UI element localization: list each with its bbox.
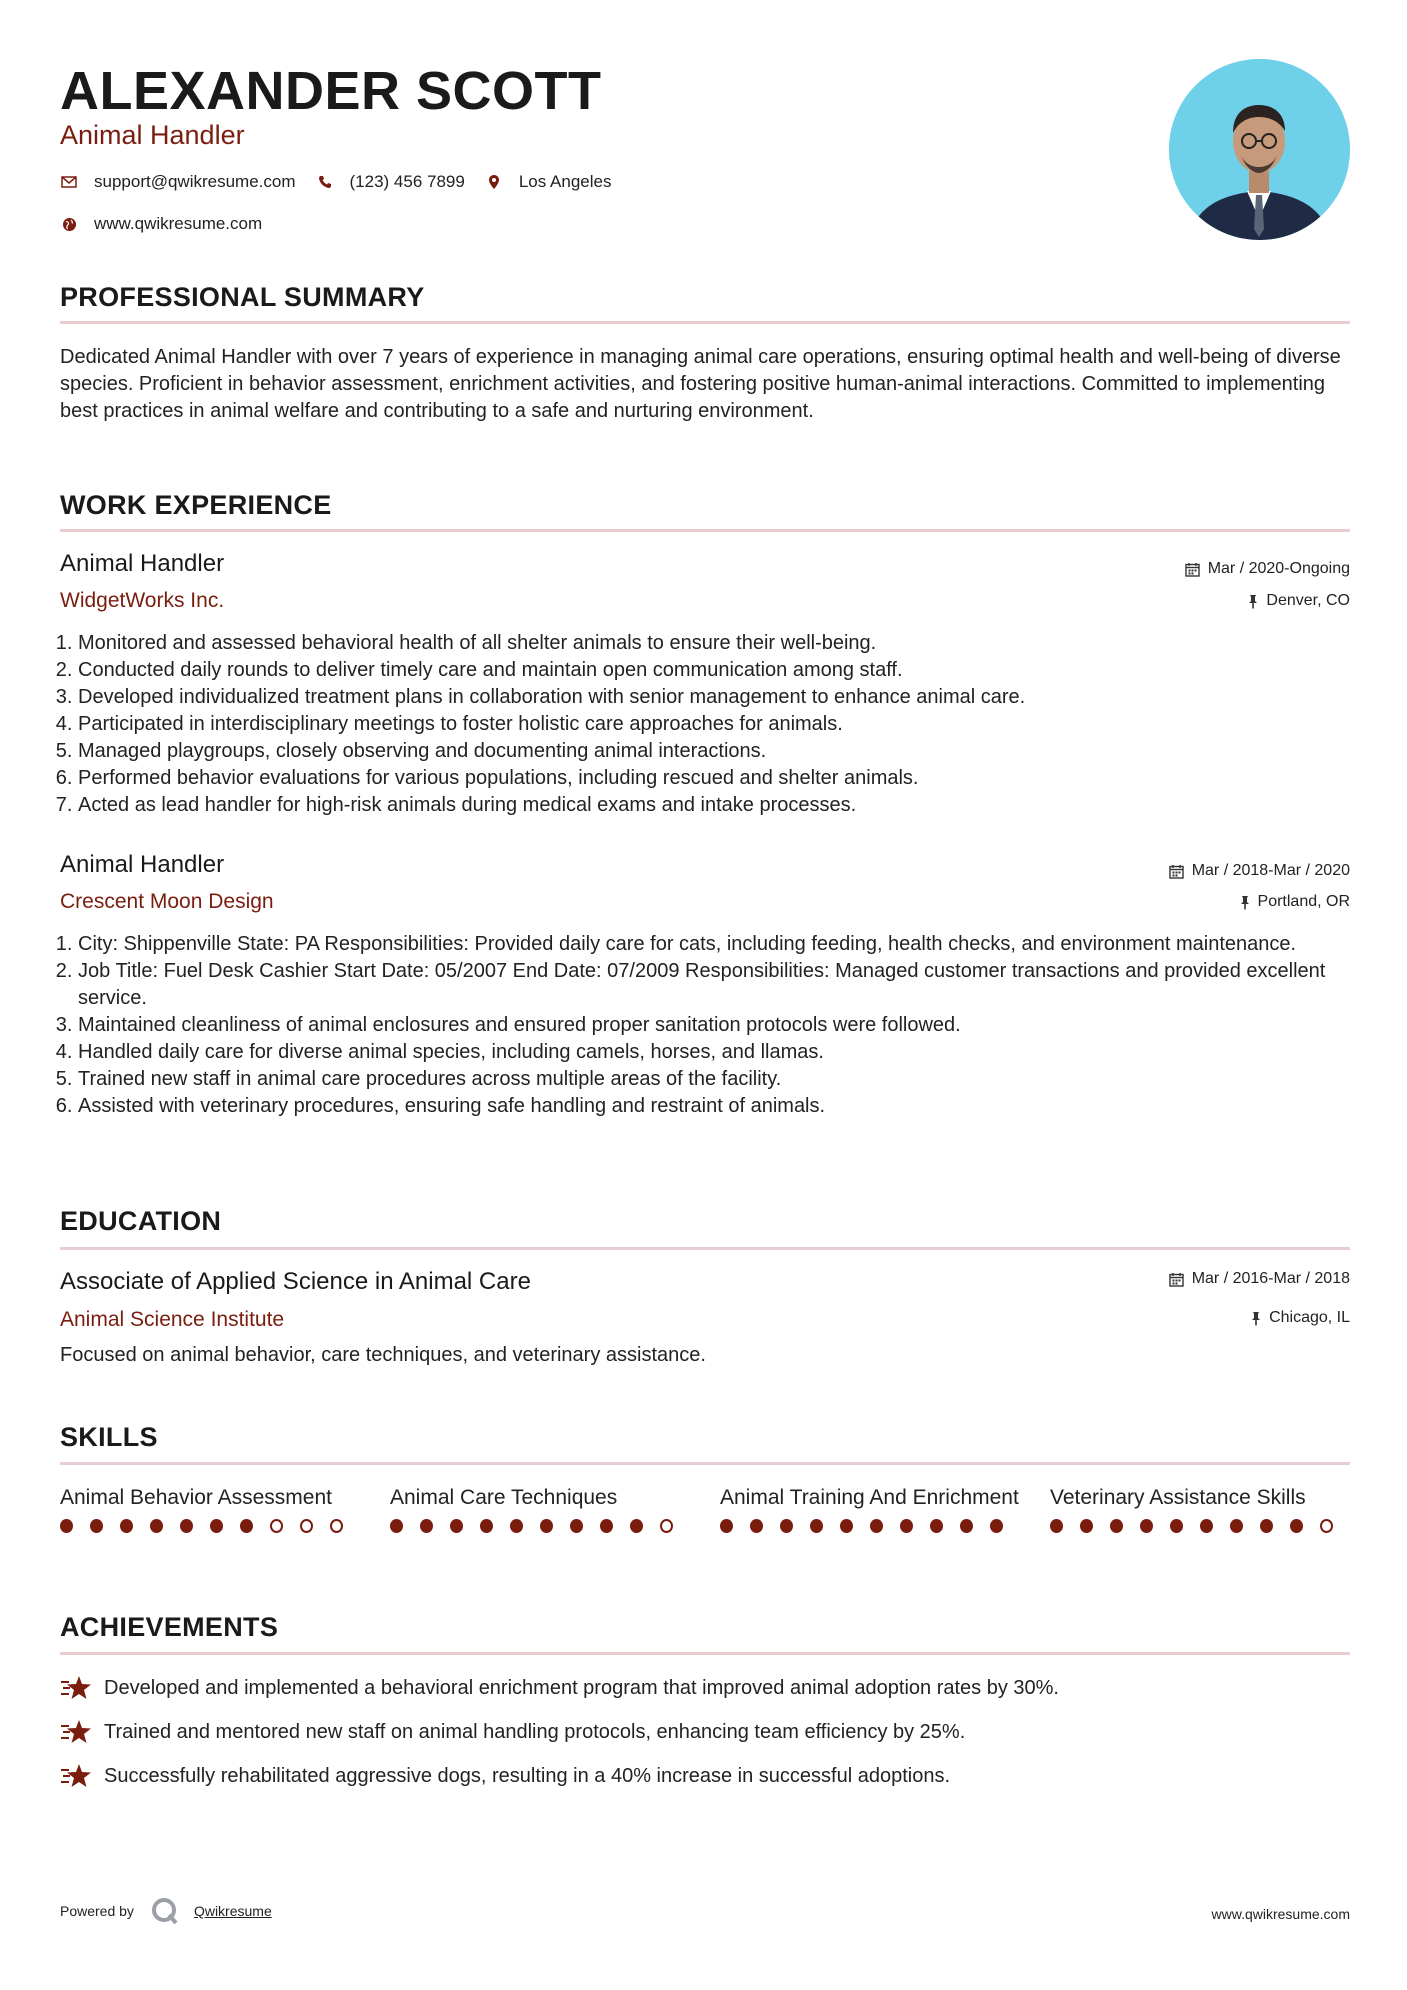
rating-dot-filled bbox=[780, 1519, 793, 1533]
email-text: support@qwikresume.com bbox=[94, 172, 296, 191]
envelope-icon bbox=[60, 173, 78, 191]
rating-dot-filled bbox=[390, 1519, 403, 1533]
summary-text: Dedicated Animal Handler with over 7 years of experience in managing animal care operations, ensuring optimal health and well-being of diverse species. Proficient in behavior assessment, enrichment activities, and fostering positive human-animal interactions. Committed to implementing best practices in animal welfare and contributing to a safe and nurturing environment. bbox=[60, 346, 1341, 422]
rating-dot-filled bbox=[960, 1519, 973, 1533]
star-icon bbox=[60, 1718, 92, 1746]
job-1-location-text: Denver, CO bbox=[1266, 592, 1350, 609]
pushpin-icon bbox=[1248, 594, 1258, 609]
contact-phone bbox=[316, 172, 465, 192]
education-dates bbox=[1169, 1270, 1350, 1288]
achievements-divider bbox=[60, 1652, 1350, 1655]
list-item: 3. Developed individualized treatment plans in collaboration with senior management to enhance animal care. bbox=[78, 684, 1350, 711]
rating-dot-empty bbox=[660, 1519, 673, 1533]
experience-divider bbox=[60, 529, 1350, 532]
skill-rating bbox=[60, 1519, 360, 1533]
rating-dot-filled bbox=[1080, 1519, 1093, 1533]
globe-icon bbox=[60, 215, 78, 233]
education-location bbox=[1251, 1309, 1350, 1327]
rating-dot-filled bbox=[720, 1519, 733, 1533]
rating-dot-filled bbox=[480, 1519, 493, 1533]
rating-dot-filled bbox=[210, 1519, 223, 1533]
powered-by-label: Powered by bbox=[60, 1903, 134, 1919]
skill-name: Animal Behavior Assessment bbox=[60, 1486, 332, 1509]
list-item: 3. Maintained cleanliness of animal enclosures and ensured proper sanitation protocols were followed. bbox=[78, 1012, 1350, 1039]
education-divider bbox=[60, 1247, 1350, 1250]
job-1-dates-text: Mar / 2020-Ongoing bbox=[1207, 560, 1350, 577]
job-2-company: Crescent Moon Design bbox=[60, 890, 274, 913]
pushpin-icon bbox=[1251, 1311, 1261, 1326]
calendar-icon bbox=[1169, 1272, 1184, 1287]
rating-dot-empty bbox=[300, 1519, 313, 1533]
contact-row-1 bbox=[60, 172, 631, 192]
job-2-title: Animal Handler bbox=[60, 851, 225, 878]
skill-name: Veterinary Assistance Skills bbox=[1050, 1486, 1306, 1509]
achievements-heading: ACHIEVEMENTS bbox=[60, 1612, 279, 1642]
skill-name: Animal Care Techniques bbox=[390, 1486, 618, 1509]
list-item: 5. Managed playgroups, closely observing and documenting animal interactions. bbox=[78, 738, 1350, 765]
star-icon bbox=[60, 1674, 92, 1702]
pushpin-icon bbox=[1240, 895, 1250, 910]
rating-dot-filled bbox=[1230, 1519, 1243, 1533]
candidate-name: ALEXANDER SCOTT bbox=[60, 61, 602, 121]
rating-dot-filled bbox=[1050, 1519, 1063, 1533]
website-link[interactable]: www.qwikresume.com bbox=[94, 214, 263, 233]
job-1-location bbox=[1248, 592, 1350, 610]
rating-dot-filled bbox=[450, 1519, 463, 1533]
job-2-location-text: Portland, OR bbox=[1257, 893, 1350, 910]
skill-4 bbox=[1050, 1484, 1350, 1533]
skills-divider bbox=[60, 1462, 1350, 1465]
job-1-title: Animal Handler bbox=[60, 550, 225, 577]
star-icon bbox=[60, 1762, 92, 1790]
achievement-2 bbox=[60, 1718, 965, 1746]
rating-dot-filled bbox=[1170, 1519, 1183, 1533]
qwikresume-logo-icon bbox=[150, 1896, 180, 1926]
list-item: 4. Handled daily care for diverse animal species, including camels, horses, and llamas. bbox=[78, 1039, 1350, 1066]
footer-site[interactable]: www.qwikresume.com bbox=[1211, 1906, 1350, 1922]
achievement-text: Developed and implemented a behavioral enrichment program that improved animal adoption rates by 30%. bbox=[104, 1676, 1059, 1699]
rating-dot-filled bbox=[60, 1519, 73, 1533]
skill-rating bbox=[390, 1519, 690, 1533]
rating-dot-filled bbox=[990, 1519, 1003, 1533]
job-1-responsibilities bbox=[60, 630, 1350, 819]
rating-dot-filled bbox=[120, 1519, 133, 1533]
rating-dot-filled bbox=[90, 1519, 103, 1533]
list-item: 6. Assisted with veterinary procedures, ensuring safe handling and restraint of animals. bbox=[78, 1093, 1350, 1120]
rating-dot-filled bbox=[750, 1519, 763, 1533]
experience-heading: WORK EXPERIENCE bbox=[60, 490, 332, 520]
qwikresume-link[interactable]: Qwikresume bbox=[193, 1903, 272, 1919]
skill-rating bbox=[720, 1519, 1020, 1533]
contact-row-2 bbox=[60, 214, 282, 234]
job-1-dates bbox=[1185, 560, 1350, 578]
degree-title: Associate of Applied Science in Animal Care bbox=[60, 1268, 531, 1295]
skills-heading: SKILLS bbox=[60, 1422, 158, 1452]
rating-dot-empty bbox=[270, 1519, 283, 1533]
achievement-text: Successfully rehabilitated aggressive dogs, resulting in a 40% increase in successful adoptions. bbox=[104, 1764, 951, 1787]
education-location-text: Chicago, IL bbox=[1269, 1309, 1350, 1326]
rating-dot-filled bbox=[510, 1519, 523, 1533]
profile-photo bbox=[1169, 59, 1350, 240]
rating-dot-filled bbox=[1110, 1519, 1123, 1533]
location-text: Los Angeles bbox=[518, 172, 612, 191]
achievement-3 bbox=[60, 1762, 950, 1790]
rating-dot-empty bbox=[330, 1519, 343, 1533]
rating-dot-empty bbox=[1320, 1519, 1333, 1533]
skill-2 bbox=[390, 1484, 690, 1533]
phone-icon bbox=[316, 173, 334, 191]
list-item: 7. Acted as lead handler for high-risk animals during medical exams and intake processes. bbox=[78, 792, 1350, 819]
rating-dot-filled bbox=[930, 1519, 943, 1533]
rating-dot-filled bbox=[810, 1519, 823, 1533]
rating-dot-filled bbox=[1140, 1519, 1153, 1533]
contact-email bbox=[60, 172, 296, 192]
job-1-company: WidgetWorks Inc. bbox=[60, 589, 225, 612]
contact-website bbox=[60, 214, 262, 234]
candidate-title: Animal Handler bbox=[60, 120, 245, 150]
rating-dot-filled bbox=[870, 1519, 883, 1533]
skill-rating bbox=[1050, 1519, 1350, 1533]
rating-dot-filled bbox=[900, 1519, 913, 1533]
school-name: Animal Science Institute bbox=[60, 1308, 285, 1331]
list-item: 4. Participated in interdisciplinary meetings to foster holistic care approaches for animals. bbox=[78, 711, 1350, 738]
summary-heading: PROFESSIONAL SUMMARY bbox=[60, 282, 425, 312]
list-item: 2. Conducted daily rounds to deliver timely care and maintain open communication among staff. bbox=[78, 657, 1350, 684]
rating-dot-filled bbox=[570, 1519, 583, 1533]
list-item: 2. Job Title: Fuel Desk Cashier Start Date: 05/2007 End Date: 07/2009 Responsibilities: Managed customer transactions and provided excellent service. bbox=[78, 958, 1350, 1012]
achievement-1 bbox=[60, 1674, 1059, 1702]
list-item: 5. Trained new staff in animal care procedures across multiple areas of the facility. bbox=[78, 1066, 1350, 1093]
job-2-location bbox=[1240, 893, 1350, 911]
list-item: 1. City: Shippenville State: PA Responsibilities: Provided daily care for cats, including feeding, health checks, and environment maintenance. bbox=[78, 931, 1350, 958]
contact-location bbox=[485, 172, 612, 192]
rating-dot-filled bbox=[150, 1519, 163, 1533]
rating-dot-filled bbox=[540, 1519, 553, 1533]
list-item: 1. Monitored and assessed behavioral health of all shelter animals to ensure their well-being. bbox=[78, 630, 1350, 657]
footer-powered-by bbox=[60, 1896, 272, 1926]
calendar-icon bbox=[1185, 562, 1200, 577]
rating-dot-filled bbox=[600, 1519, 613, 1533]
education-dates-text: Mar / 2016-Mar / 2018 bbox=[1191, 1270, 1350, 1287]
calendar-icon bbox=[1169, 864, 1184, 879]
phone-text: (123) 456 7899 bbox=[349, 172, 465, 191]
rating-dot-filled bbox=[1290, 1519, 1303, 1533]
education-heading: EDUCATION bbox=[60, 1206, 222, 1236]
achievement-text: Trained and mentored new staff on animal handling protocols, enhancing team efficiency by 25%. bbox=[104, 1720, 966, 1743]
skill-3 bbox=[720, 1484, 1020, 1533]
education-description: Focused on animal behavior, care techniques, and veterinary assistance. bbox=[60, 1344, 706, 1366]
rating-dot-filled bbox=[240, 1519, 253, 1533]
rating-dot-filled bbox=[630, 1519, 643, 1533]
job-2-responsibilities bbox=[60, 931, 1350, 1120]
list-item: 6. Performed behavior evaluations for various populations, including rescued and shelter animals. bbox=[78, 765, 1350, 792]
rating-dot-filled bbox=[420, 1519, 433, 1533]
rating-dot-filled bbox=[180, 1519, 193, 1533]
map-pin-icon bbox=[485, 173, 503, 191]
skill-1 bbox=[60, 1484, 360, 1533]
rating-dot-filled bbox=[840, 1519, 853, 1533]
skill-name: Animal Training And Enrichment bbox=[720, 1486, 1019, 1509]
rating-dot-filled bbox=[1200, 1519, 1213, 1533]
rating-dot-filled bbox=[1260, 1519, 1273, 1533]
job-2-dates-text: Mar / 2018-Mar / 2020 bbox=[1191, 862, 1350, 879]
summary-divider bbox=[60, 321, 1350, 324]
job-2-dates bbox=[1169, 862, 1350, 880]
